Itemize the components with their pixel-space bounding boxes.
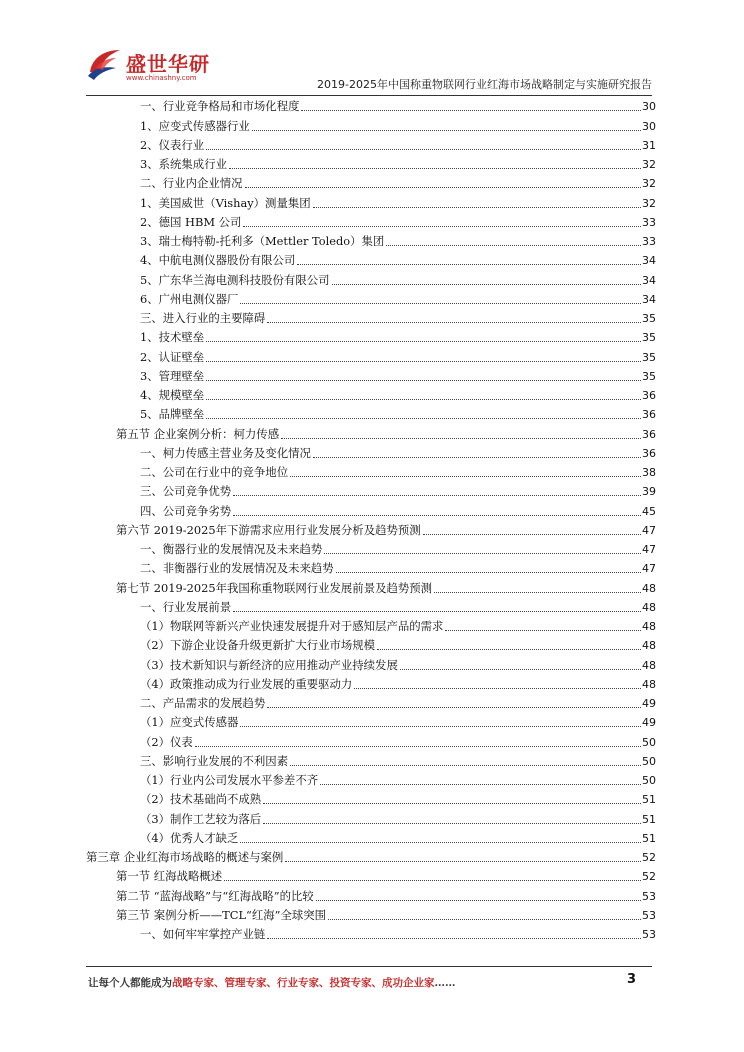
- toc-entry-title: 5、广东华兰海电测科技股份有限公司: [140, 272, 330, 287]
- toc-leader-dots: [377, 649, 641, 650]
- toc-leader-dots: [328, 919, 641, 920]
- toc-leader-dots: [285, 861, 641, 862]
- toc-leader-dots: [206, 380, 641, 381]
- toc-entry-page: 47: [642, 543, 656, 556]
- toc-entry-title: 2、德国 HBM 公司: [140, 214, 242, 229]
- footer-slogan: [88, 975, 456, 990]
- toc-entry[interactable]: [86, 752, 656, 771]
- toc-entry-page: 35: [642, 312, 656, 325]
- toc-leader-dots: [313, 207, 641, 208]
- toc-entry[interactable]: [86, 732, 656, 751]
- toc-entry[interactable]: [86, 155, 656, 174]
- toc-leader-dots: [233, 495, 641, 496]
- toc-entry-title: （3）技术新知识与新经济的应用推动产业持续发展: [140, 657, 398, 672]
- toc-entry-page: 36: [642, 408, 656, 422]
- toc-entry-page: 33: [642, 235, 656, 248]
- toc-entry-title: （2）技术基础尚不成熟: [140, 792, 262, 807]
- toc-entry-page: 35: [642, 369, 656, 383]
- table-of-contents: [86, 97, 656, 944]
- toc-entry[interactable]: [86, 655, 656, 674]
- toc-entry-page: 50: [642, 735, 656, 749]
- toc-entry-page: 39: [642, 485, 656, 499]
- toc-entry[interactable]: [86, 867, 656, 886]
- toc-entry-title: 一、衡器行业的发展情况及未来趋势: [140, 542, 323, 556]
- toc-entry-title: 二、行业内企业情况: [140, 176, 243, 191]
- toc-entry[interactable]: [86, 540, 656, 559]
- toc-leader-dots: [423, 534, 641, 535]
- toc-entry-page: 38: [642, 466, 656, 479]
- toc-entry-page: 48: [642, 581, 656, 595]
- toc-leader-dots: [240, 726, 641, 727]
- toc-entry-title: 第二节 “蓝海战略”与“红海战略”的比较: [116, 888, 314, 903]
- toc-leader-dots: [195, 746, 641, 747]
- toc-entry[interactable]: [86, 97, 656, 116]
- toc-entry-page: 36: [642, 427, 656, 441]
- toc-entry-page: 51: [642, 812, 656, 826]
- toc-entry-page: 53: [642, 908, 656, 922]
- toc-entry[interactable]: [86, 367, 656, 386]
- toc-leader-dots: [267, 322, 641, 323]
- toc-entry-page: 50: [642, 774, 656, 787]
- toc-entry-title: 1、技术壁垒: [140, 330, 205, 345]
- toc-entry-page: 47: [642, 562, 656, 576]
- toc-leader-dots: [229, 168, 641, 169]
- footer-divider: [86, 966, 652, 967]
- toc-entry-title: 4、中航电测仪器股份有限公司: [140, 253, 296, 268]
- toc-entry[interactable]: [86, 463, 656, 482]
- toc-entry-page: 53: [642, 928, 656, 941]
- toc-leader-dots: [224, 880, 641, 881]
- toc-entry[interactable]: [86, 405, 656, 424]
- toc-entry-title: 三、影响行业发展的不利因素: [140, 753, 289, 768]
- toc-entry-title: 1、应变式传感器行业: [140, 118, 250, 133]
- toc-entry[interactable]: [86, 347, 656, 366]
- toc-entry-title: 第六节 2019-2025年下游需求应用行业发展分析及趋势预测: [116, 522, 421, 537]
- toc-entry-page: 34: [642, 292, 656, 306]
- toc-leader-dots: [324, 553, 641, 554]
- toc-entry-title: （3）制作工艺较为落后: [140, 811, 262, 826]
- toc-entry-title: 2、仪表行业: [140, 137, 205, 152]
- page-header: [86, 44, 652, 94]
- toc-leader-dots: [386, 245, 641, 246]
- toc-entry-page: 48: [642, 677, 656, 691]
- toc-leader-dots: [240, 842, 641, 843]
- toc-entry-title: 4、规模壁垒: [140, 388, 205, 402]
- toc-leader-dots: [301, 110, 641, 111]
- toc-entry[interactable]: [86, 482, 656, 501]
- toc-leader-dots: [281, 438, 641, 439]
- toc-entry[interactable]: [86, 136, 656, 155]
- toc-entry-page: 36: [642, 446, 656, 460]
- toc-leader-dots: [445, 630, 641, 631]
- toc-entry[interactable]: [86, 809, 656, 828]
- toc-entry-title: （1）应变式传感器: [140, 715, 239, 730]
- logo-text: 盛世华研: [126, 52, 210, 76]
- toc-entry[interactable]: [86, 116, 656, 135]
- footer-highlight: 战略专家、管理专家、行业专家、投资专家、成功企业家: [172, 977, 435, 989]
- toc-leader-dots: [267, 938, 641, 939]
- toc-entry-title: （2）仪表: [140, 734, 193, 749]
- toc-entry-title: 第一节 红海战略概述: [116, 869, 223, 884]
- toc-entry[interactable]: [86, 424, 656, 443]
- toc-leader-dots: [267, 707, 641, 708]
- toc-entry-title: 二、产品需求的发展趋势: [140, 696, 266, 710]
- toc-entry[interactable]: [86, 213, 656, 232]
- toc-entry-title: 二、非衡器行业的发展情况及未来趋势: [140, 561, 334, 576]
- toc-entry-page: 49: [642, 697, 656, 710]
- toc-entry-page: 35: [642, 350, 656, 364]
- toc-entry-title: 三、公司竞争优势: [140, 484, 232, 499]
- toc-leader-dots: [354, 688, 641, 689]
- toc-entry-title: （4）政策推动成为行业发展的重要驱动力: [140, 676, 353, 691]
- toc-leader-dots: [400, 669, 641, 670]
- book-logo-icon: [86, 46, 126, 82]
- toc-entry[interactable]: [86, 501, 656, 520]
- toc-entry-title: （1）行业内公司发展水平参差不齐: [140, 773, 319, 787]
- company-logo: [86, 46, 226, 90]
- toc-entry-title: 三、进入行业的主要障碍: [140, 311, 266, 325]
- footer-suffix: ……: [434, 977, 456, 989]
- toc-leader-dots: [206, 341, 641, 342]
- toc-leader-dots: [252, 130, 641, 131]
- toc-entry-page: 30: [642, 100, 656, 114]
- toc-entry[interactable]: [86, 309, 656, 328]
- toc-entry[interactable]: [86, 598, 656, 617]
- toc-entry-page: 45: [642, 504, 656, 518]
- toc-leader-dots: [263, 803, 641, 804]
- toc-entry-page: 34: [642, 273, 656, 287]
- toc-leader-dots: [434, 592, 641, 593]
- toc-entry-page: 34: [642, 254, 656, 268]
- toc-entry[interactable]: [86, 232, 656, 251]
- toc-entry-page: 48: [642, 600, 656, 614]
- page-number: 3: [626, 972, 636, 987]
- toc-leader-dots: [297, 264, 641, 265]
- toc-entry-page: 32: [642, 177, 656, 191]
- toc-leader-dots: [336, 572, 641, 573]
- toc-entry-page: 51: [642, 831, 656, 845]
- toc-entry-title: （4）优秀人才缺乏: [140, 830, 239, 845]
- toc-entry[interactable]: [86, 694, 656, 713]
- header-divider: [86, 95, 652, 96]
- toc-entry[interactable]: [86, 886, 656, 905]
- toc-entry[interactable]: [86, 270, 656, 289]
- toc-entry[interactable]: [86, 251, 656, 270]
- toc-leader-dots: [316, 900, 641, 901]
- toc-entry-title: 第七节 2019-2025年我国称重物联网行业发展前景及趋势预测: [116, 580, 433, 595]
- toc-entry-page: 35: [642, 331, 656, 345]
- toc-leader-dots: [233, 611, 641, 612]
- toc-entry-title: （1）物联网等新兴产业快速发展提升对于感知层产品的需求: [140, 619, 444, 633]
- toc-entry-title: 3、瑞士梅特勒-托利多（Mettler Toledo）集团: [140, 234, 385, 248]
- toc-entry-page: 32: [642, 158, 656, 171]
- toc-entry[interactable]: [86, 925, 656, 944]
- toc-entry-title: 四、公司竞争劣势: [140, 503, 232, 518]
- toc-entry[interactable]: [86, 578, 656, 597]
- toc-leader-dots: [290, 765, 641, 766]
- toc-entry[interactable]: [86, 713, 656, 732]
- toc-leader-dots: [206, 399, 641, 400]
- toc-entry-title: 一、柯力传感主营业务及变化情况: [140, 445, 311, 460]
- toc-entry-title: 第三节 案例分析——TCL“红海”全球突围: [116, 907, 327, 922]
- toc-leader-dots: [206, 149, 641, 150]
- toc-entry-title: 6、广州电测仪器厂: [140, 291, 239, 306]
- toc-entry[interactable]: [86, 290, 656, 309]
- toc-entry-page: 53: [642, 889, 656, 903]
- toc-entry-title: 一、行业发展前景: [140, 599, 232, 614]
- toc-leader-dots: [206, 361, 641, 362]
- toc-entry[interactable]: [86, 521, 656, 540]
- toc-entry-title: 1、美国威世（Vishay）测量集团: [140, 195, 311, 210]
- toc-entry[interactable]: [86, 328, 656, 347]
- toc-entry[interactable]: [86, 386, 656, 405]
- toc-entry-title: 一、行业竞争格局和市场化程度: [140, 99, 300, 114]
- toc-entry[interactable]: [86, 675, 656, 694]
- toc-leader-dots: [313, 457, 641, 458]
- toc-entry-page: 31: [642, 138, 656, 152]
- toc-entry-page: 52: [642, 851, 656, 864]
- toc-leader-dots: [290, 476, 641, 477]
- toc-entry-page: 52: [642, 870, 656, 884]
- toc-entry[interactable]: [86, 790, 656, 809]
- toc-entry[interactable]: [86, 848, 656, 867]
- toc-leader-dots: [245, 187, 641, 188]
- document-title: 2019-2025年中国称重物联网行业红海市场战略制定与实施研究报告: [317, 78, 652, 91]
- toc-leader-dots: [320, 784, 641, 785]
- footer-prefix: 让每个人都能成为: [88, 977, 172, 989]
- toc-entry[interactable]: [86, 193, 656, 212]
- toc-entry-title: 3、系统集成行业: [140, 157, 227, 171]
- toc-entry-page: 36: [642, 389, 656, 402]
- toc-entry-page: 32: [642, 196, 656, 210]
- toc-entry-title: 第三章 企业红海市场战略的概述与案例: [86, 850, 284, 864]
- toc-entry-page: 30: [642, 119, 656, 133]
- toc-entry[interactable]: [86, 771, 656, 790]
- toc-entry-page: 48: [642, 658, 656, 672]
- toc-entry-page: 47: [642, 523, 656, 537]
- logo-url: www.chinashny.com: [126, 74, 197, 82]
- toc-entry[interactable]: [86, 829, 656, 848]
- toc-entry[interactable]: [86, 636, 656, 655]
- toc-entry-title: 二、公司在行业中的竞争地位: [140, 465, 289, 479]
- toc-entry[interactable]: [86, 174, 656, 193]
- toc-entry-title: 第五节 企业案例分析：柯力传感: [116, 426, 280, 441]
- toc-entry-page: 49: [642, 716, 656, 730]
- toc-entry-page: 48: [642, 620, 656, 633]
- toc-entry[interactable]: [86, 559, 656, 578]
- toc-entry-title: 一、如何牢牢掌控产业链: [140, 927, 266, 941]
- toc-leader-dots: [332, 284, 642, 285]
- toc-leader-dots: [240, 303, 641, 304]
- toc-leader-dots: [206, 418, 641, 419]
- toc-entry-title: 2、认证壁垒: [140, 349, 205, 364]
- toc-entry-title: 5、品牌壁垒: [140, 407, 205, 422]
- toc-entry[interactable]: [86, 906, 656, 925]
- toc-entry-title: 3、管理壁垒: [140, 368, 205, 383]
- toc-entry[interactable]: [86, 617, 656, 636]
- toc-entry-page: 33: [642, 215, 656, 229]
- toc-entry-page: 51: [642, 793, 656, 807]
- toc-entry[interactable]: [86, 444, 656, 463]
- toc-leader-dots: [243, 226, 641, 227]
- toc-entry-page: 50: [642, 754, 656, 768]
- toc-leader-dots: [233, 515, 641, 516]
- toc-leader-dots: [263, 823, 641, 824]
- toc-entry-title: （2）下游企业设备升级更新扩大行业市场规模: [140, 638, 376, 653]
- toc-entry-page: 48: [642, 639, 656, 653]
